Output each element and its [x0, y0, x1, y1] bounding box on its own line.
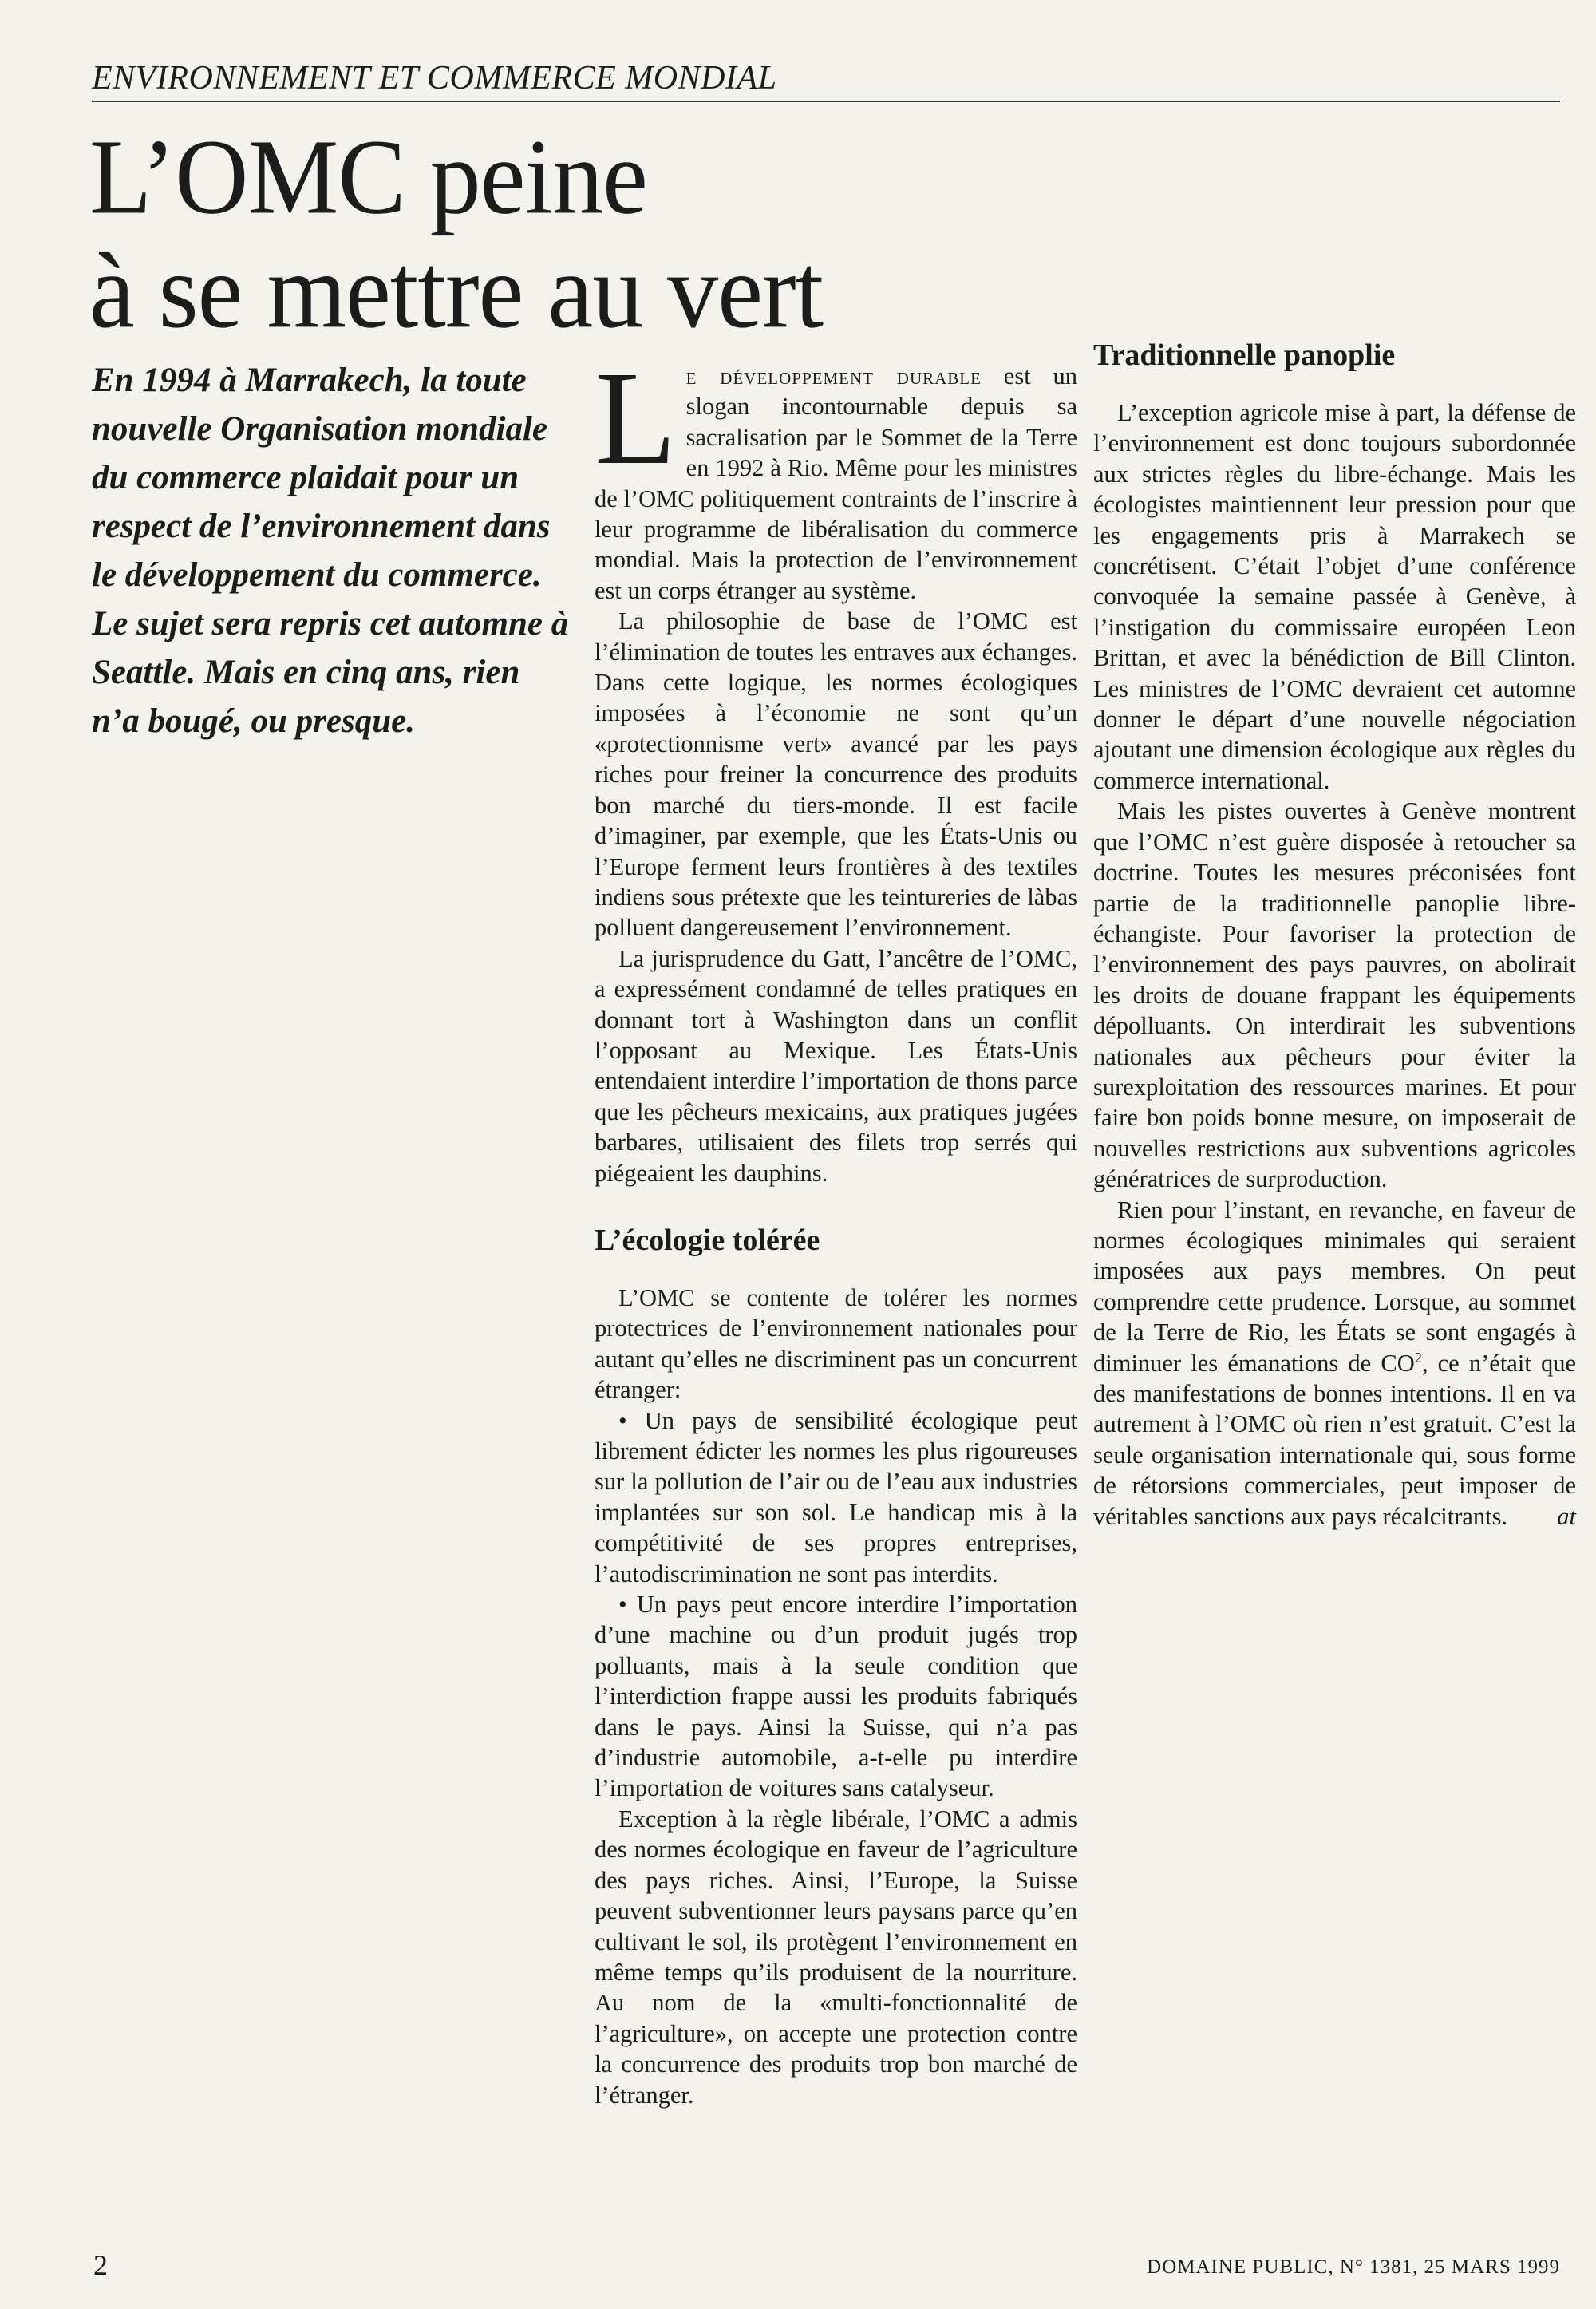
- article-column-1: [595, 344, 1077, 2110]
- paragraph: L’exception agricole mise à part, la défense de l’environnement est donc toujours subordonnée aux strictes règles du libre-échange. Mais les écologistes maintiennent leur pression pour que les engagements pris à Marrakech se concrétisent. C’était l’objet d’une conférence convoquée la semaine passée à Genève, à l’instigation du commissaire européen Leon Brittan, et avec la bénédiction de Bill Clinton. Les ministres de l’OMC devraient cet automne donner le départ d’une nouvelle négociation ajoutant une dimension écologique aux règles du commerce international.: [1093, 399, 1576, 794]
- paragraph: L’OMC se contente de tolérer les normes protectrices de l’environnement nationales pour autant qu’elles ne discriminent pas un concurrent étranger:: [595, 1283, 1077, 1404]
- subheading-ecologie-toleree: L’écologie tolérée: [595, 1223, 820, 1257]
- lead-smallcaps: e développement durable: [685, 362, 982, 389]
- drop-cap: L: [595, 344, 677, 492]
- section-rubric: ENVIRONNEMENT ET COMMERCE MONDIAL: [92, 56, 1560, 102]
- paragraph-final: [1093, 1195, 1576, 1532]
- paragraph-intro: [595, 344, 1077, 606]
- paragraph: Exception à la règle libérale, l’OMC a admis des normes écologique en faveur de l’agriculture des pays riches. Ainsi, l’Europe, la Suisse peuvent subventionner leurs paysans parce qu’en cultivant le sol, ils protègent l’environnement en même temps qu’ils produisent de la nourriture. Au nom de la «multi-fonctionnalité de l’agriculture», on accepte une protection contre la concurrence des produits trop bon marché de l’étranger.: [595, 1805, 1077, 2109]
- article-headline: [89, 117, 1207, 350]
- publication-footer: DOMAINE PUBLIC, N° 1381, 25 MARS 1999: [1147, 2256, 1560, 2278]
- paragraph: La philosophie de base de l’OMC est l’élimination de toutes les entraves aux échanges. Dans cette logique, les normes écologiques imposées à l’économie ne sont qu’un «protectionnisme vert» avancé par les pays riches pour freiner la concurrence des produits bon marché du tiers-monde. Il est facile d’imaginer, par exemple, que les États-Unis ou l’Europe ferment leurs frontières à des textiles indiens sous prétexte que les teintureries de làbas polluent dangereusement l’environnement.: [595, 607, 1077, 942]
- article-lead: En 1994 à Marrakech, la toute nouvelle Organisation mondiale du commerce plaidait pour un respect de l’environnement dans le développement du commerce. Le sujet sera repris cet automne à Seattle. Mais en cinq ans, rien n’a bougé, ou presque.: [92, 362, 569, 740]
- subscript-two: 2: [1414, 1349, 1422, 1366]
- paragraph: Mais les pistes ouvertes à Genève montrent que l’OMC n’est guère disposée à retoucher sa doctrine. Toutes les mesures préconisées font partie de la traditionnelle panoplie libre-échangiste. Pour favoriser la protection de l’environnement des pays pauvres, on abolirait les droits de douane frappant les équipements dépolluants. On interdirait les subventions nationales aux pêcheurs pour éviter la surexploitation des ressources marines. Et pour faire bon poids bonne mesure, on imposerait de nouvelles restrictions aux subventions agricoles génératrices de surproduction.: [1093, 797, 1576, 1193]
- article-column-2: [1093, 337, 1576, 1532]
- page-number: 2: [93, 2249, 108, 2281]
- paragraph-final-text-end: , ce n’était que des manifestations de bonnes intentions. Il en va autrement à l’OMC où rien n’est gratuit. C’est la seule organisation internationale qui, sous forme de rétorsions commerciales, peut imposer de véritables sanctions aux pays récalcitrants.: [1093, 1349, 1576, 1530]
- paragraph-intro-text: est un slogan incontournable depuis sa sacralisation par le Sommet de la Terre en 1992 à Rio. Même pour les ministres de l’OMC politiquement contraints de l’inscrire à leur programme de libéralisation du commerce mondial. Mais la protection de l’environnement est un corps étranger au système.: [595, 362, 1077, 604]
- bullet-paragraph: • Un pays peut encore interdire l’importation d’une machine ou d’un produit jugés trop polluants, mais à la seule condition que l’interdiction frappe aussi les produits fabriqués dans le pays. Ainsi la Suisse, qui n’a pas d’industrie automobile, a-t-elle pu interdire l’importation de voitures sans catalyseur.: [595, 1591, 1077, 1802]
- paragraph: La jurisprudence du Gatt, l’ancêtre de l’OMC, a expressément condamné de telles pratiques en donnant tort à Washington dans un conflit l’opposant au Mexique. Les États-Unis entendaient interdire l’importation de thons parce que les pêcheurs mexicains, aux pratiques jugées barbares, utilisaient des filets trop serrés qui piégeaient les dauphins.: [595, 944, 1077, 1187]
- author-signature: at: [1557, 1502, 1576, 1530]
- subheading-traditionnelle-panoplie: Traditionnelle panoplie: [1093, 338, 1396, 372]
- bullet-paragraph: • Un pays de sensibilité écologique peut librement édicter les normes les plus rigoureuses sur la pollution de l’air ou de l’eau aux industries implantées sur son sol. Le handicap mis à la compétitivité de ses propres entreprises, l’autodiscrimination ne sont pas interdits.: [595, 1406, 1077, 1587]
- headline-line-2: à se mettre au vert: [89, 231, 824, 350]
- headline-line-1: L’OMC peine: [89, 117, 647, 236]
- paragraph-final-text: Rien pour l’instant, en revanche, en faveur de normes écologiques minimales qui seraient imposées aux pays membres. On peut comprendre cette prudence. Lorsque, au sommet de la Terre de Rio, les États se sont engagés à diminuer les émanations de CO: [1093, 1196, 1576, 1377]
